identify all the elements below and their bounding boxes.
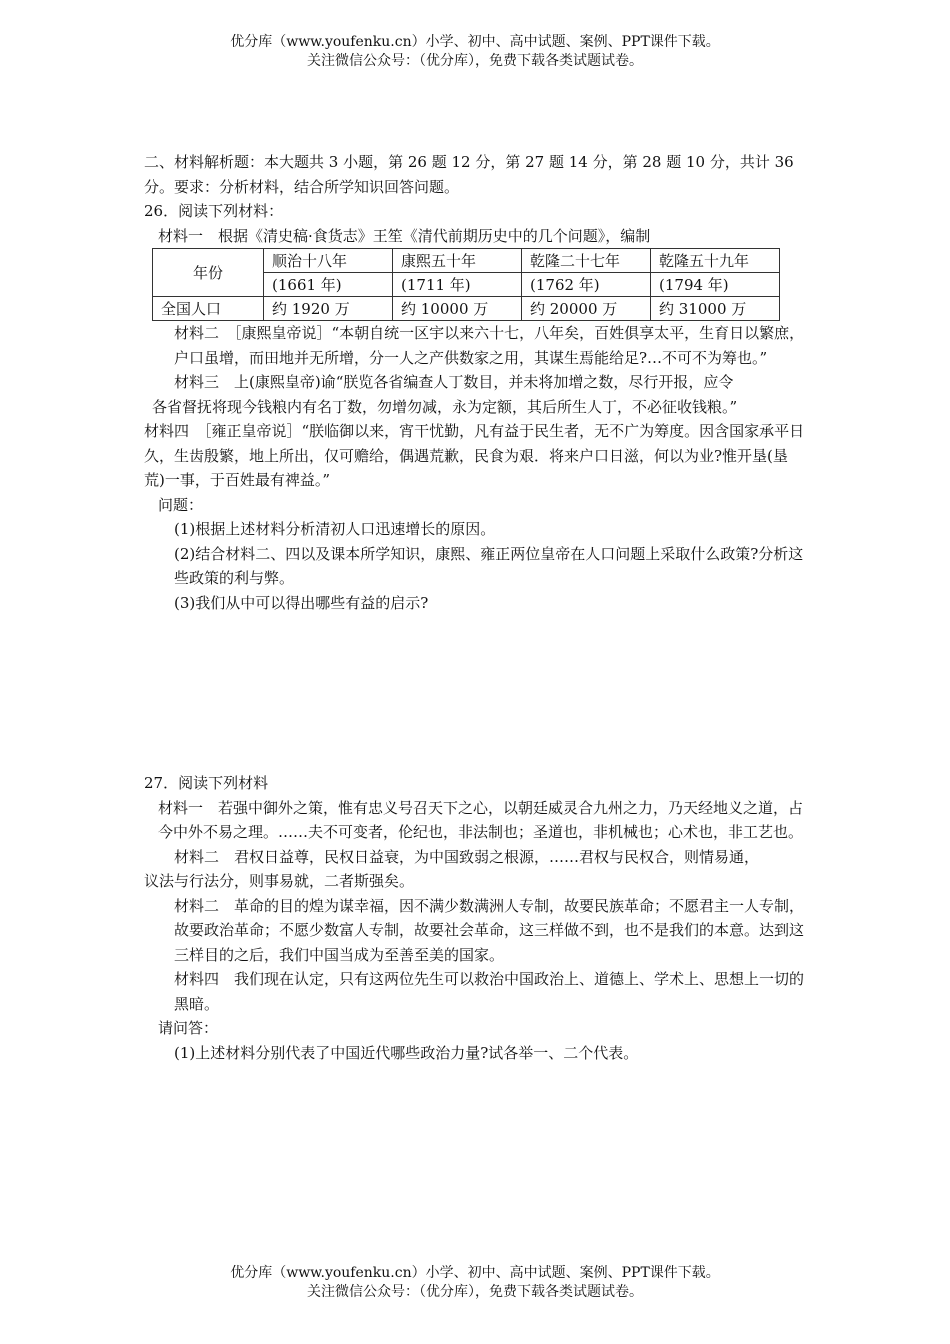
population-label-cell: 全国人口 bbox=[153, 297, 264, 321]
population-cell: 约 1920 万 bbox=[264, 297, 393, 321]
q26-material-4: 材料四 ［雍正皇帝说］“朕临御以来，宵干忧勤，凡有益于民生者，无不广为筹度。因含国家承平日久，生齿殷繁，地上所出，仅可赡给，偶遇荒歉，民食为艰．将来户口日滋，何以为业?惟开垦(垦荒)一事，于百姓最有禆益。” bbox=[144, 422, 805, 489]
page-header bbox=[0, 33, 950, 71]
era-cell: 顺治十八年 bbox=[264, 249, 393, 273]
year-label-cell: 年份 bbox=[153, 249, 264, 297]
year-cell: (1711 年) bbox=[393, 273, 522, 297]
q27-question-prompt: 请问答： bbox=[158, 1019, 219, 1037]
q26-material-3-line-2: 各省督抚将现今钱粮内有名丁数，勿增勿减，永为定额，其后所生人丁，不必征收钱粮。” bbox=[152, 397, 738, 416]
table-row bbox=[153, 297, 780, 321]
q26-question-1: (1)根据上述材料分析清初人口迅速增长的原因。 bbox=[174, 520, 496, 538]
q26-heading: 26．阅读下列材料： bbox=[144, 202, 284, 220]
era-cell: 康熙五十年 bbox=[393, 249, 522, 273]
document-body bbox=[144, 150, 806, 1065]
q27-material-1: 材料一 若强中御外之策，惟有忠义号召天下之心，以朝廷威灵合九州之力，乃天经地义之道，占今中外不易之理。……夫不可变者，伦纪也，非法制也；圣道也，非机械也；心术也，非工艺也。 bbox=[158, 798, 804, 841]
q27-material-4: 材料四 我们现在认定，只有这两位先生可以救治中国政治上、道德上、学术上、思想上一切的黑暗。 bbox=[174, 970, 805, 1013]
q27-question-1: (1)上述材料分别代表了中国近代哪些政治力量?试各举一、二个代表。 bbox=[174, 1043, 639, 1062]
q26-question-3: (3)我们从中可以得出哪些有益的启示? bbox=[174, 593, 429, 612]
q26-material-3-line-1: 材料三 上(康熙皇帝)谕“朕览各省编查人丁数目，并未将加增之数，尽行开报，应令 bbox=[174, 373, 734, 391]
table-row bbox=[153, 249, 780, 273]
year-cell: (1661 年) bbox=[264, 273, 393, 297]
q27-heading: 27．阅读下列材料 bbox=[144, 774, 269, 792]
answer-space bbox=[144, 615, 806, 771]
page-footer bbox=[0, 1264, 950, 1302]
population-table bbox=[152, 248, 780, 321]
q27-material-2-line-1: 材料二 君权日益尊，民权日益衰，为中国致弱之根源，……君权与民权合，则情易通， bbox=[174, 847, 760, 866]
year-cell: (1762 年) bbox=[522, 273, 651, 297]
population-cell: 约 10000 万 bbox=[393, 297, 522, 321]
era-cell: 乾隆二十七年 bbox=[522, 249, 651, 273]
population-cell: 约 31000 万 bbox=[651, 297, 780, 321]
q27-material-2-line-2: 议法与行法分，则事易就，二者斯强矣。 bbox=[144, 872, 415, 890]
q26-question-prompt: 问题： bbox=[158, 495, 204, 514]
population-cell: 约 20000 万 bbox=[522, 297, 651, 321]
header-line-1: 优分库（www.youfenku.cn）小学、初中、高中试题、案例、PPT课件下载。 bbox=[230, 34, 720, 50]
footer-line-2: 关注微信公众号：（优分库），免费下载各类试题试卷。 bbox=[307, 1284, 643, 1300]
q27-material-3: 材料二 革命的目的煌为谋幸福，因不满少数满洲人专制，故要民族革命；不愿君主一人专制，故要政治革命；不愿少数富人专制，故要社会革命，这三样做不到，也不是我们的本意。达到这三样目的之后，我们中国当成为至善至美的国家。 bbox=[174, 896, 805, 964]
q26-question-2: (2)结合材料二、四以及课本所学知识，康熙、雍正两位皇帝在人口问题上采取什么政策?分析这些政策的利与弊。 bbox=[174, 544, 804, 587]
q26-material-2: 材料二 ［康熙皇帝说］“本朝自统一区宇以来六十七，八年矣，百姓俱享太平，生育日以繁庶，户口虽增，而田地并无所增，分一人之产供数家之用，其谋生焉能给足?…不可不为筹也。” bbox=[174, 324, 805, 367]
era-cell: 乾隆五十九年 bbox=[651, 249, 780, 273]
q26-material-1: 材料一 根据《清史稿·食货志》王笙《清代前期历史中的几个问题》，编制 bbox=[158, 226, 651, 245]
section-title: 二、材料解析题：本大题共 3 小题，第 26 题 12 分，第 27 题 14 分，第 28 题 10 分，共计 36 分。要求：分析材料，结合所学知识回答问题。 bbox=[144, 153, 794, 196]
year-cell: (1794 年) bbox=[651, 273, 780, 297]
footer-line-1: 优分库（www.youfenku.cn）小学、初中、高中试题、案例、PPT课件下载。 bbox=[230, 1265, 720, 1281]
header-line-2: 关注微信公众号：（优分库），免费下载各类试题试卷。 bbox=[307, 53, 643, 69]
